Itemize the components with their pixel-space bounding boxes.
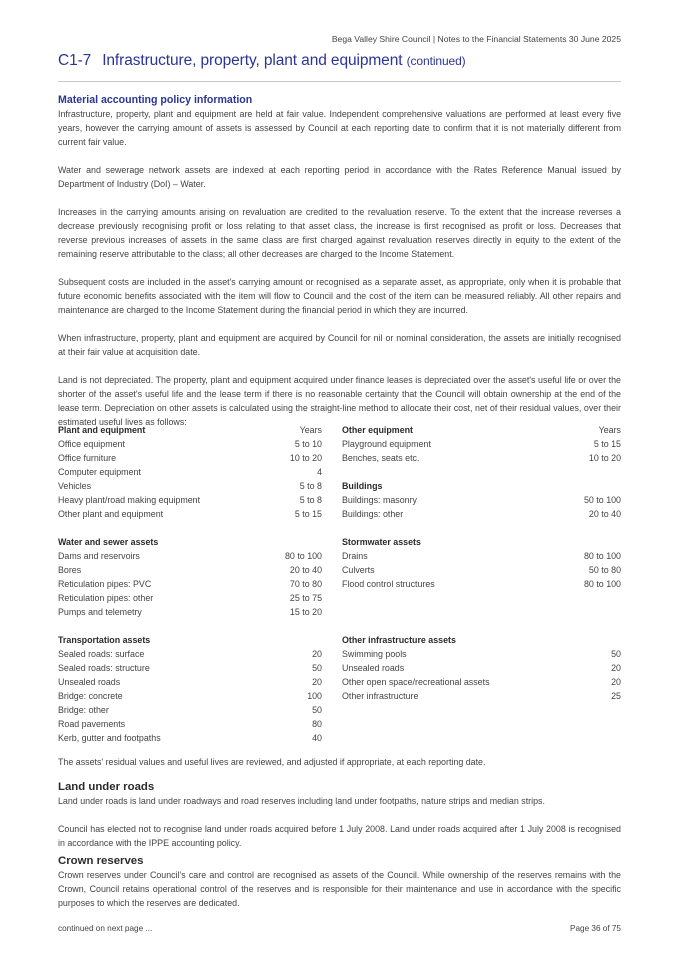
table-row <box>58 563 322 577</box>
row-label: Reticulation pipes: other <box>58 593 154 603</box>
row-label: Culverts <box>342 565 375 575</box>
review-note <box>58 755 621 769</box>
table-row <box>58 731 322 745</box>
row-value: 50 <box>312 705 322 715</box>
review-note-text: The assets' residual values and useful lives are reviewed, and adjusted if appropriate, at each reporting date. <box>58 757 486 767</box>
row-label: Unsealed roads <box>342 663 405 673</box>
row-value: 15 to 20 <box>289 607 322 617</box>
table-header-row <box>342 633 621 647</box>
table-row <box>342 507 621 521</box>
table-other-infrastructure <box>342 633 621 703</box>
row-value: 5 to 15 <box>294 509 322 519</box>
table-row <box>58 661 322 675</box>
table-water-and-sewer <box>58 535 322 619</box>
row-value: 25 <box>611 691 621 701</box>
land-under-roads-heading: Land under roads <box>58 781 155 793</box>
table-row <box>342 661 621 675</box>
land-under-roads-paragraph: Council has elected not to recognise land under roads acquired before 1 July 2008. Land under roads acquired after 1 July 2008 is recognised in accordance with the IPPE accounting policy. <box>58 824 621 848</box>
row-label: Kerb, gutter and footpaths <box>58 733 161 743</box>
row-value: 5 to 8 <box>299 495 322 505</box>
policy-paragraph: Land is not depreciated. The property, plant and equipment acquired under finance leases is depreciated over the asset's useful life or over the shorter of the asset's useful life and the lease term if there is no reasonable certainty that the Council will obtain ownership at the end of the lease term. Depreciation on other assets is calculated using the straight-line method to allocate their cost, net of their residual values, over their estimated useful lives as follows: <box>58 375 621 427</box>
table-row <box>58 549 322 563</box>
row-label: Unsealed roads <box>58 677 121 687</box>
table-transportation <box>58 633 322 745</box>
table-row <box>58 675 322 689</box>
policy-paragraph: Infrastructure, property, plant and equipment are held at fair value. Independent comprehensive valuations are performed at least every five years, however the carrying amount of assets is assessed by Council at each reporting date to confirm that it is not materially different from current fair value. <box>58 109 621 147</box>
table-row <box>342 493 621 507</box>
row-value: 50 to 100 <box>583 495 621 505</box>
row-value: 10 to 20 <box>289 453 322 463</box>
row-value: 4 <box>317 467 322 477</box>
row-value: 20 to 40 <box>588 509 621 519</box>
row-value: 25 to 75 <box>289 593 322 603</box>
note-title-text: Infrastructure, property, plant and equipment <box>102 52 403 69</box>
crown-reserves-heading: Crown reserves <box>58 855 144 867</box>
table-row <box>342 675 621 689</box>
table-row <box>342 563 621 577</box>
row-label: Swimming pools <box>342 649 407 659</box>
table-header-row <box>342 535 621 549</box>
land-under-roads-section <box>58 780 621 850</box>
land-under-roads-paragraph: Land under roads is land under roadways and road reserves including land under footpaths, nature strips and median strips. <box>58 796 545 806</box>
table-row <box>342 689 621 703</box>
running-header: Bega Valley Shire Council | Notes to the Financial Statements 30 June 2025 <box>331 34 621 44</box>
row-label: Sealed roads: surface <box>58 649 145 659</box>
row-label: Benches, seats etc. <box>342 453 420 463</box>
row-label: Dams and reservoirs <box>58 551 140 561</box>
row-value: 50 <box>312 663 322 673</box>
row-value: 70 to 80 <box>289 579 322 589</box>
row-value: 100 <box>307 691 322 701</box>
table-row <box>342 577 621 591</box>
table-plant-and-equipment <box>58 423 322 521</box>
note-number: C1-7 <box>58 52 92 69</box>
policy-section <box>58 93 621 429</box>
row-label: Computer equipment <box>58 467 141 477</box>
row-value: 80 to 100 <box>583 579 621 589</box>
policy-paragraph: When infrastructure, property, plant and equipment are acquired by Council for nil or nominal consideration, the assets are initially recognised at their fair value at acquisition date. <box>58 333 621 357</box>
table-header-row <box>58 423 322 437</box>
row-value: 20 <box>611 663 621 673</box>
table-row <box>58 605 322 619</box>
row-label: Other open space/recreational assets <box>342 677 490 687</box>
row-value: 40 <box>312 733 322 743</box>
row-label: Playground equipment <box>342 439 431 449</box>
table-row <box>342 647 621 661</box>
crown-reserves-section <box>58 854 621 910</box>
table-row <box>342 451 621 465</box>
table-row <box>58 507 322 521</box>
table-heading: Plant and equipment <box>58 425 146 435</box>
row-label: Bridge: concrete <box>58 691 123 701</box>
row-value: 20 <box>611 677 621 687</box>
crown-reserves-paragraph: Crown reserves under Council's care and control are recognised as assets of the Council. While ownership of the reserves remains with the Crown, Council retains operational control of the reserves and is responsible for their maintenance and use in accordance with the specific purposes to which the reserves are dedicated. <box>58 870 621 908</box>
row-label: Vehicles <box>58 481 92 491</box>
continued-footer: continued on next page ... <box>58 924 153 933</box>
table-row <box>58 451 322 465</box>
page-number: Page 36 of 75 <box>570 924 621 933</box>
row-label: Road pavements <box>58 719 126 729</box>
row-label: Bores <box>58 565 82 575</box>
table-row <box>58 591 322 605</box>
table-row <box>58 465 322 479</box>
row-label: Buildings: other <box>342 509 404 519</box>
table-heading: Transportation assets <box>58 635 151 645</box>
row-label: Pumps and telemetry <box>58 607 142 617</box>
table-row <box>58 717 322 731</box>
table-header-row <box>58 633 322 647</box>
table-heading: Other equipment <box>342 425 414 435</box>
table-heading: Other infrastructure assets <box>342 635 456 645</box>
table-stormwater <box>342 535 621 591</box>
row-value: 5 to 15 <box>593 439 621 449</box>
table-row <box>58 689 322 703</box>
row-value: 80 to 100 <box>583 551 621 561</box>
row-value: 20 <box>312 677 322 687</box>
row-value: 10 to 20 <box>588 453 621 463</box>
row-label: Buildings: masonry <box>342 495 417 505</box>
row-value: 20 <box>312 649 322 659</box>
table-heading: Stormwater assets <box>342 537 421 547</box>
table-heading: Buildings <box>342 481 383 491</box>
policy-heading: Material accounting policy information <box>58 94 253 106</box>
table-row <box>342 549 621 563</box>
row-value: 20 to 40 <box>289 565 322 575</box>
policy-paragraph: Subsequent costs are included in the asset's carrying amount or recognised as a separate asset, as appropriate, only when it is probable that future economic benefits associated with the item will flow to Council and the cost of the item can be measured reliably. All other repairs and maintenance are charged to the Income Statement during the financial period in which they are incurred. <box>58 277 621 315</box>
table-other-equipment <box>342 423 621 521</box>
row-label: Sealed roads: structure <box>58 663 150 673</box>
table-header-row <box>342 423 621 437</box>
table-row <box>58 703 322 717</box>
table-header-row <box>342 479 621 493</box>
row-label: Bridge: other <box>58 705 109 715</box>
table-row <box>342 437 621 451</box>
table-row <box>58 493 322 507</box>
row-value: 50 <box>611 649 621 659</box>
row-label: Office equipment <box>58 439 125 449</box>
policy-paragraph: Increases in the carrying amounts arising on revaluation are credited to the revaluation reserve. To the extent that the increase reverses a decrease previously recognising profit or loss relating to that asset class, the increase is first recognised as profit or loss. Decreases that reverse previous increases of assets in the same class are first charged against revaluation reserves directly in equity to the extent of the remaining reserve attributable to the class; all other decreases are charged to the Income Statement. <box>58 207 621 259</box>
row-label: Reticulation pipes: PVC <box>58 579 152 589</box>
row-value: 80 <box>312 719 322 729</box>
row-label: Drains <box>342 551 368 561</box>
continued-label: (continued) <box>406 54 466 68</box>
unit-label: Years <box>598 425 621 435</box>
table-heading: Water and sewer assets <box>58 537 159 547</box>
row-label: Office furniture <box>58 453 117 463</box>
row-label: Other infrastructure <box>342 691 419 701</box>
row-value: 5 to 8 <box>299 481 322 491</box>
row-value: 50 to 80 <box>588 565 621 575</box>
table-header-row <box>58 535 322 549</box>
table-row <box>58 437 322 451</box>
row-label: Flood control structures <box>342 579 435 589</box>
row-label: Other plant and equipment <box>58 509 164 519</box>
spacer-row <box>342 465 621 479</box>
table-row <box>58 647 322 661</box>
table-row <box>58 577 322 591</box>
note-title <box>58 52 466 70</box>
row-value: 5 to 10 <box>294 439 322 449</box>
policy-paragraph: Water and sewerage network assets are indexed at each reporting period in accordance with the Rates Reference Manual issued by Department of Industry (DoI) – Water. <box>58 165 621 189</box>
row-label: Heavy plant/road making equipment <box>58 495 201 505</box>
unit-label: Years <box>299 425 322 435</box>
table-row <box>58 479 322 493</box>
title-divider <box>58 81 621 82</box>
row-value: 80 to 100 <box>284 551 322 561</box>
